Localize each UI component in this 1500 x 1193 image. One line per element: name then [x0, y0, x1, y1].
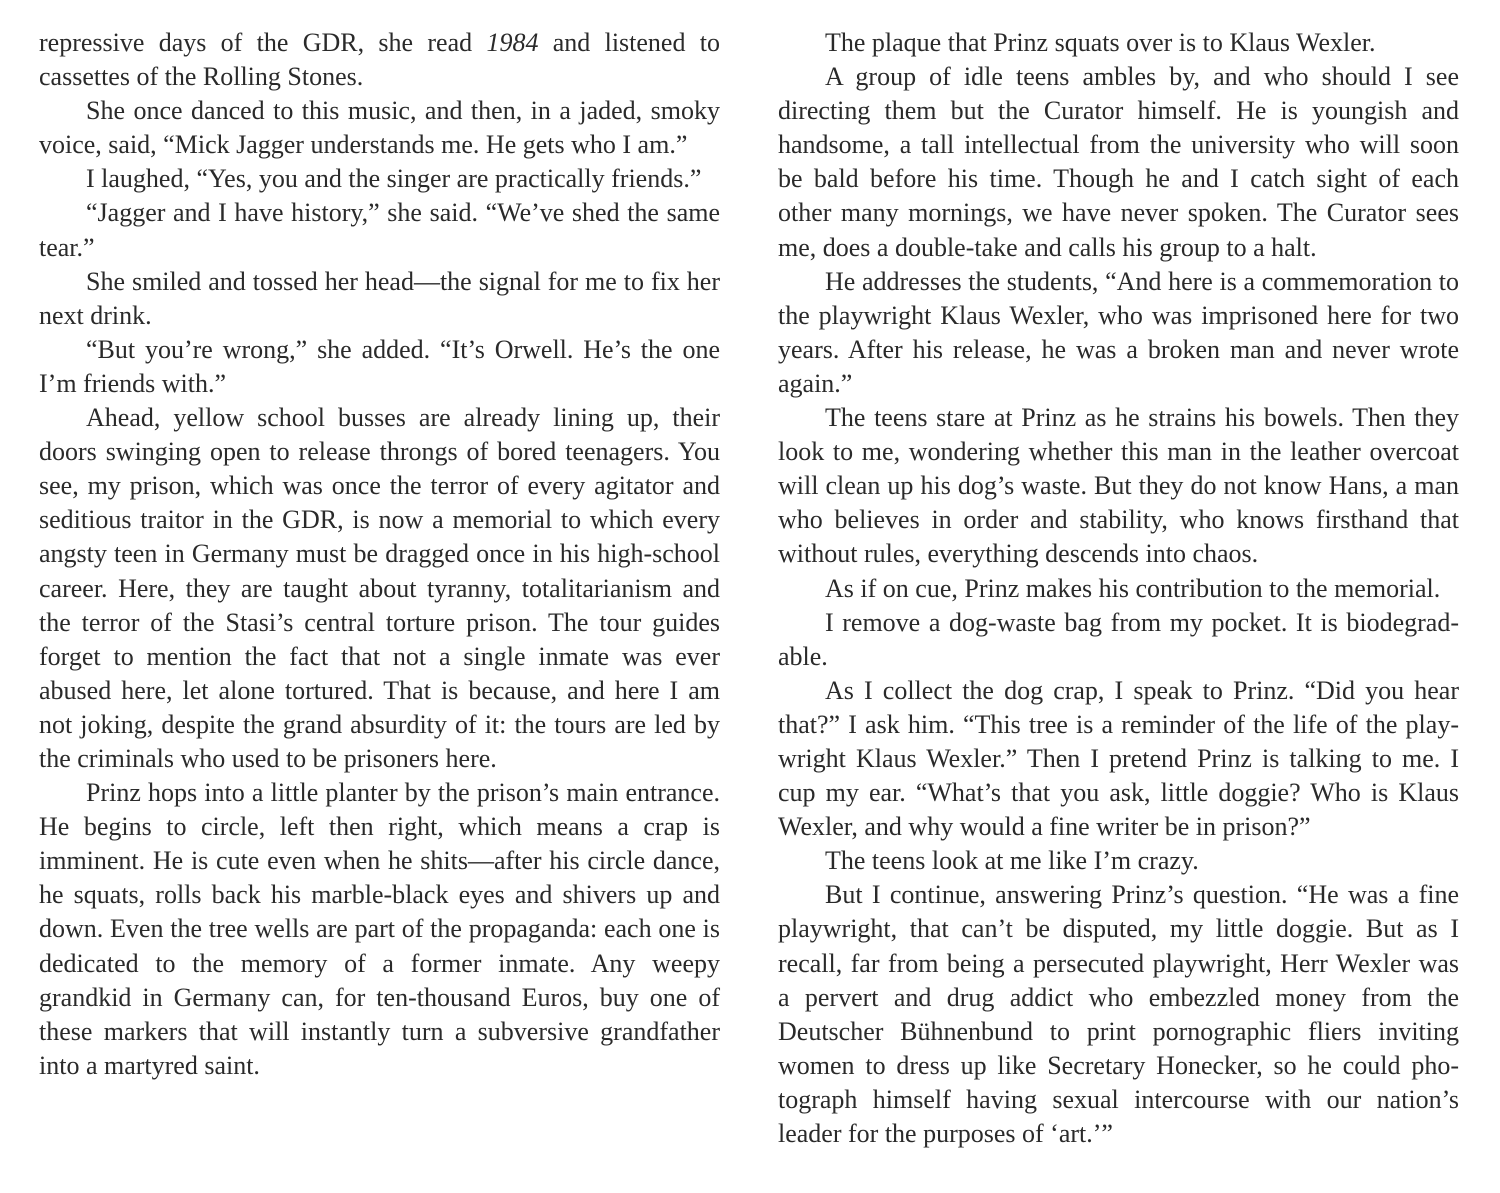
paragraph: “Jagger and I have history,” she said. “We’ve shed the same tear.” [39, 198, 720, 262]
paragraph: I laughed, “Yes, you and the singer are practically friends.” [86, 164, 702, 194]
right-page-text [778, 26, 1459, 1151]
paragraph [39, 26, 720, 94]
paragraph: Prinz hops into a little planter by the prison’s main entrance. He begins to circle, left then right, which means a crap is imminent. He is cute even when he shits—after his circle dance, he squats, rolls back his marble-black eyes and shivers up and down. Even the tree wells are part of the propaganda: each one is dedicated to the memory of a former inmate. Any weepy grandkid in Germany can, for ten-thousand Euros, buy one of these markers that will instantly turn a subversive grandfather into a martyred saint. [39, 778, 720, 1080]
paragraph: A group of idle teens ambles by, and who should I see directing them but the Curator himself. He is youngish and handsome, a tall intellectual from the university who will soon be bald before his time. Though he and I catch sight of each other many mornings, we have never spoken. The Curator sees me, does a double-take and calls his group to a halt. [778, 62, 1459, 262]
paragraph: I remove a dog-waste bag from my pocket. It is biodegradable. [778, 607, 1459, 671]
paragraph: “But you’re wrong,” she added. “It’s Orwell. He’s the one I’m friends with.” [39, 334, 720, 398]
paragraph: He addresses the students, “And here is a commemoration to the playwright Klaus Wexler, who was imprisoned here for two years. After his release, he was a broken man and never wrote again.” [778, 266, 1459, 398]
left-page-text [39, 26, 720, 1083]
paragraph: The teens stare at Prinz as he strains his bowels. Then they look to me, wondering whether this man in the leather overcoat will clean up his dog’s waste. But they do not know Hans, a man who believes in order and stability, who knows firsthand that without rules, everything descends into chaos. [778, 403, 1459, 569]
paragraph: The teens look at me like I’m crazy. [825, 846, 1199, 876]
book-title-1984: 1984 [486, 28, 539, 57]
paragraph: She smiled and tossed her head—the signal for me to fix her next drink. [39, 266, 720, 330]
paragraph-text-after: and listened to cassettes of the Rolling Stones. [39, 28, 720, 92]
paragraph: But I continue, answering Prinz’s question. “He was a fine playwright, that can’t be disputed, my little doggie. But as I recall, far from being a persecuted playwright, Herr Wexler was a pervert and drug addict who embezzled money from the Deutscher Bühnenbund to print pornographic fliers inviting women to dress up like Secretary Honecker, so he could photograph himself having sexual intercourse with our nation’s leader for the purposes of ‘art.’” [778, 880, 1459, 1148]
paragraph: She once danced to this music, and then, in a jaded, smoky voice, said, “Mick Jagger understands me. He gets who I am.” [39, 96, 720, 160]
paragraph-text-before: repressive days of the GDR, she read [39, 28, 487, 57]
paragraph: The plaque that Prinz squats over is to Klaus Wexler. [825, 28, 1376, 57]
paragraph: As I collect the dog crap, I speak to Prinz. “Did you hear that?” I ask him. “This tree is a reminder of the life of the playwright Klaus Wexler.” Then I pretend Prinz is talking to me. I cup my ear. “What’s that you ask, little doggie? Who is Klaus Wexler, and why would a fine writer be in prison?” [778, 675, 1459, 842]
paragraph: As if on cue, Prinz makes his contribution to the memorial. [825, 573, 1441, 603]
paragraph: Ahead, yellow school busses are already lining up, their doors swinging open to release throngs of bored teenagers. You see, my prison, which was once the terror of every agitator and seditious traitor in the GDR, is now a memorial to which every angsty teen in Germany must be dragged once in his high-school career. Here, they are taught about tyranny, totalitarianism and the terror of the Stasi’s central torture prison. The tour guides forget to mention the fact that not a single inmate was ever abused here, let alone tortured. That is because, and here I am not joking, despite the grand absurdity of it: the tours are led by the criminals who used to be prisoners here. [39, 403, 720, 773]
